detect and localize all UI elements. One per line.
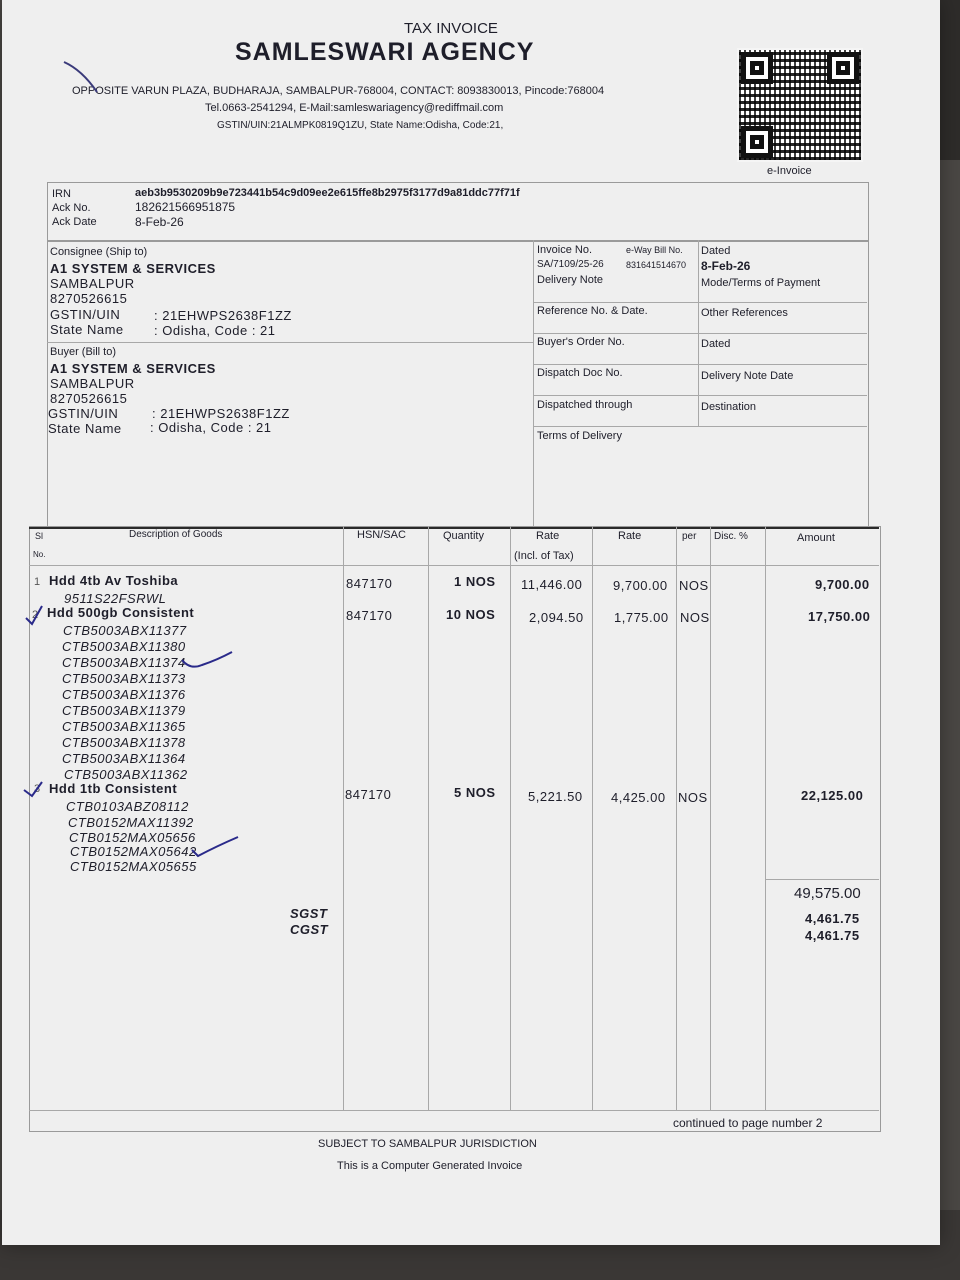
item-2-serial-2: CTB5003ABX11380 xyxy=(62,639,186,654)
item-1-sl: 1 xyxy=(34,576,41,588)
consignee-heading: Consignee (Ship to) xyxy=(50,246,148,258)
buyer-heading: Buyer (Bill to) xyxy=(50,346,117,358)
company-address: OPPOSITE VARUN PLAZA, BUDHARAJA, SAMBALPUR-768004, CONTACT: 8093830013, Pincode:768004 xyxy=(72,85,605,97)
item-2-serial-9: CTB5003ABX11364 xyxy=(62,751,186,766)
doc-type: TAX INVOICE xyxy=(404,20,498,37)
consignee-gstin-label: GSTIN/UIN xyxy=(50,307,121,322)
item-1-serial: 9511S22FSRWL xyxy=(64,591,167,606)
item-2-rate-incl: 2,094.50 xyxy=(529,610,584,625)
delivery-note-label: Delivery Note xyxy=(537,274,604,286)
item-3-serial-4: CTB0152MAX05642 xyxy=(70,844,197,859)
col-disc: Disc. % xyxy=(714,531,748,542)
item-1-rate: 9,700.00 xyxy=(613,578,668,593)
item-2-serial-3: CTB5003ABX11374 xyxy=(62,655,186,670)
payment-terms-label: Mode/Terms of Payment xyxy=(701,277,821,289)
buyer-gstin-value: : 21EHWPS2638F1ZZ xyxy=(152,406,290,421)
consignee-city: SAMBALPUR xyxy=(50,276,135,291)
col-amount: Amount xyxy=(797,532,835,544)
delivery-note-date-label: Delivery Note Date xyxy=(701,370,794,382)
col-sl: Sl xyxy=(35,531,44,541)
item-3-qty: 5 NOS xyxy=(454,785,496,800)
consignee-name: A1 SYSTEM & SERVICES xyxy=(50,261,216,276)
col-quantity: Quantity xyxy=(443,530,484,542)
pen-marks xyxy=(2,0,940,1245)
sgst-label: SGST xyxy=(290,906,328,921)
checkmark-item-3 xyxy=(24,782,42,796)
checkmark-serial-1 xyxy=(182,652,232,667)
item-2-rate: 1,775.00 xyxy=(614,610,669,625)
col-rate-incl: Rate xyxy=(536,530,560,542)
item-2-sl: 2 xyxy=(32,609,39,621)
item-2-serial-1: CTB5003ABX11377 xyxy=(63,623,187,638)
col-no: No. xyxy=(33,550,46,559)
item-1-hsn: 847170 xyxy=(346,576,393,591)
item-2-serial-10: CTB5003ABX11362 xyxy=(64,767,188,782)
consignee-state-value: : Odisha, Code : 21 xyxy=(154,323,276,338)
subtotal-value: 49,575.00 xyxy=(794,885,861,902)
ack-no-label: Ack No. xyxy=(52,202,91,214)
sgst-value: 4,461.75 xyxy=(805,911,860,926)
item-2-serial-6: CTB5003ABX11379 xyxy=(62,703,186,718)
reference-label: Reference No. & Date. xyxy=(537,305,648,317)
continued-note: continued to page number 2 xyxy=(673,1116,823,1130)
dated2-label: Dated xyxy=(701,338,731,350)
consignee-gstin-value: : 21EHWPS2638F1ZZ xyxy=(154,308,292,323)
company-contact: Tel.0663-2541294, E-Mail:samleswariagency@rediffmail.com xyxy=(205,102,504,114)
col-per: per xyxy=(682,531,697,542)
einvoice-label: e-Invoice xyxy=(767,165,812,177)
buyer-city: SAMBALPUR xyxy=(50,376,135,391)
checkmark-item-2 xyxy=(26,606,42,624)
eway-value: 831641514670 xyxy=(626,260,687,270)
ack-no-value: 182621566951875 xyxy=(135,200,236,214)
eway-label: e-Way Bill No. xyxy=(626,245,683,255)
col-hsn: HSN/SAC xyxy=(357,529,406,541)
other-references-label: Other References xyxy=(701,307,788,319)
item-3-hsn: 847170 xyxy=(345,787,392,802)
buyer-state-label: State Name xyxy=(48,421,122,436)
item-2-name: Hdd 500gb Consistent xyxy=(47,605,195,620)
buyer-name: A1 SYSTEM & SERVICES xyxy=(50,361,216,376)
buyer-order-label: Buyer's Order No. xyxy=(537,336,625,348)
col-rate: Rate xyxy=(618,530,642,542)
item-1-amount: 9,700.00 xyxy=(815,577,870,592)
item-3-name: Hdd 1tb Consistent xyxy=(49,781,178,796)
generated-note: This is a Computer Generated Invoice xyxy=(337,1160,523,1172)
buyer-phone: 8270526615 xyxy=(50,391,128,406)
checkmark-serial-2 xyxy=(192,837,238,856)
dated-label: Dated xyxy=(701,245,731,257)
item-2-amount: 17,750.00 xyxy=(808,609,871,624)
item-3-rate-incl: 5,221.50 xyxy=(528,789,583,804)
dispatched-through-label: Dispatched through xyxy=(537,399,633,411)
item-3-rate: 4,425.00 xyxy=(611,790,666,805)
cgst-value: 4,461.75 xyxy=(805,928,860,943)
item-3-amount: 22,125.00 xyxy=(801,788,864,803)
company-gstin: GSTIN/UIN:21ALMPK0819Q1ZU, State Name:Odisha, Code:21, xyxy=(217,120,504,131)
item-3-serial-1: CTB0103ABZ08112 xyxy=(66,799,189,814)
item-2-hsn: 847170 xyxy=(346,608,393,623)
invoice-no-label: Invoice No. xyxy=(537,244,593,256)
item-1-qty: 1 NOS xyxy=(454,574,496,589)
item-3-per: NOS xyxy=(678,790,708,805)
invoice-paper xyxy=(2,0,940,1245)
item-3-serial-2: CTB0152MAX11392 xyxy=(68,815,194,830)
destination-label: Destination xyxy=(701,401,757,413)
pen-mark-header xyxy=(64,62,97,92)
cgst-label: CGST xyxy=(290,922,329,937)
item-1-rate-incl: 11,446.00 xyxy=(521,577,583,592)
ack-date-value: 8-Feb-26 xyxy=(135,215,184,229)
col-description: Description of Goods xyxy=(129,529,223,540)
invoice-no-value: SA/7109/25-26 xyxy=(537,259,604,270)
item-3-serial-5: CTB0152MAX05655 xyxy=(70,859,197,874)
col-rate-incl-sub: (Incl. of Tax) xyxy=(514,550,574,562)
item-2-serial-4: CTB5003ABX11373 xyxy=(62,671,186,686)
item-2-serial-8: CTB5003ABX11378 xyxy=(62,735,186,750)
item-2-serial-7: CTB5003ABX11365 xyxy=(62,719,186,734)
dated-value: 8-Feb-26 xyxy=(701,259,751,273)
item-1-name: Hdd 4tb Av Toshiba xyxy=(49,573,179,588)
buyer-state-value: : Odisha, Code : 21 xyxy=(150,420,272,435)
jurisdiction-note: SUBJECT TO SAMBALPUR JURISDICTION xyxy=(318,1138,537,1150)
item-1-per: NOS xyxy=(679,578,709,593)
item-3-serial-3: CTB0152MAX05656 xyxy=(69,830,196,845)
dispatch-doc-label: Dispatch Doc No. xyxy=(537,367,623,379)
company-name: SAMLESWARI AGENCY xyxy=(235,38,535,66)
item-2-per: NOS xyxy=(680,610,710,625)
item-2-qty: 10 NOS xyxy=(446,607,496,622)
consignee-state-label: State Name xyxy=(50,322,124,337)
item-2-serial-5: CTB5003ABX11376 xyxy=(62,687,186,702)
consignee-phone: 8270526615 xyxy=(50,291,128,306)
item-3-sl: 3 xyxy=(34,783,41,795)
irn-label: IRN xyxy=(52,188,71,200)
buyer-gstin-label: GSTIN/UIN xyxy=(48,406,119,421)
ack-date-label: Ack Date xyxy=(52,216,97,228)
irn-value: aeb3b9530209b9e723441b54c9d09ee2e615ffe8b2975f3177d9a81ddc77f71f xyxy=(135,187,520,199)
terms-delivery-label: Terms of Delivery xyxy=(537,430,622,442)
